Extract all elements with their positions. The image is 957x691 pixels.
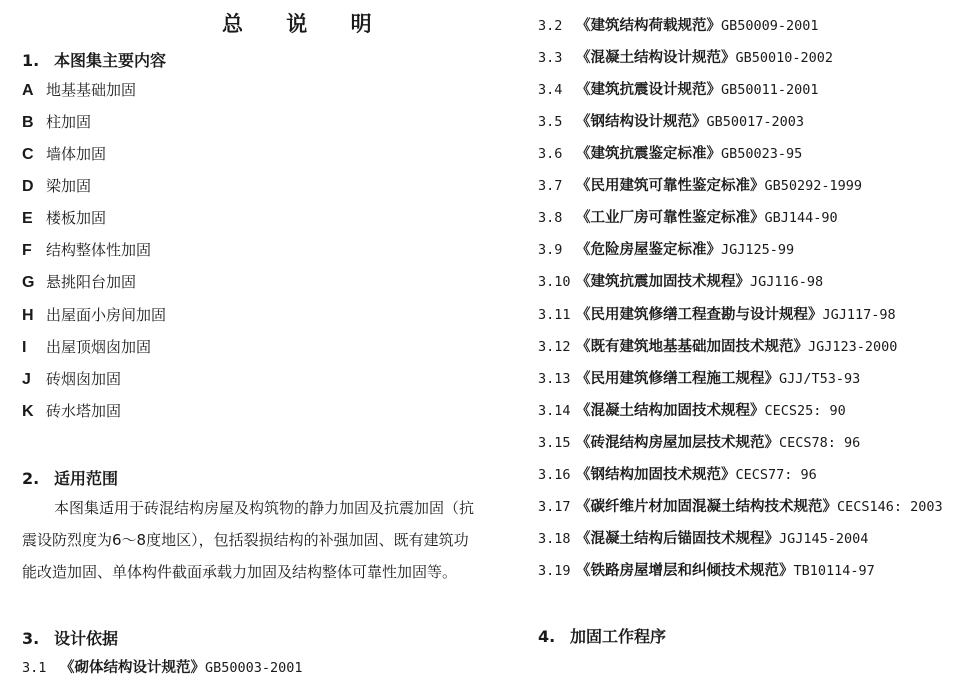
content-item: E 楼板加固	[22, 209, 107, 227]
section-number: 1.	[22, 51, 40, 70]
scope-paragraph	[22, 492, 482, 588]
section-3-heading	[22, 626, 118, 649]
section-2-heading	[22, 466, 118, 489]
standard-item: 3.9 《危险房屋鉴定标准》JGJ125-99	[538, 242, 795, 258]
content-item: H 出屋面小房间加固	[22, 306, 167, 324]
paragraph-line: 震设防烈度为6～8度地区），包括裂损结构的补强加固、既有建筑功	[22, 531, 469, 549]
section-title: 本图集主要内容	[54, 51, 167, 70]
content-item: J 砖烟囱加固	[22, 370, 122, 388]
standard-item: 3.1 《砌体结构设计规范》GB50003-2001	[22, 660, 303, 676]
content-item: B 柱加固	[22, 113, 92, 131]
standard-item: 3.4 《建筑抗震设计规范》GB50011-2001	[538, 82, 819, 98]
standard-item: 3.2 《建筑结构荷载规范》GB50009-2001	[538, 18, 819, 34]
standard-item: 3.14 《混凝土结构加固技术规程》CECS25: 90	[538, 403, 846, 419]
standard-item: 3.3 《混凝土结构设计规范》GB50010-2002	[538, 50, 834, 66]
standard-item: 3.13 《民用建筑修缮工程施工规程》GJJ/T53-93	[538, 371, 861, 387]
content-item: K 砖水塔加固	[22, 402, 122, 420]
page-title: 总 说 明	[222, 12, 390, 36]
standard-item: 3.12 《既有建筑地基基础加固技术规范》JGJ123-2000	[538, 339, 898, 355]
standard-item: 3.18 《混凝土结构后锚固技术规程》JGJ145-2004	[538, 531, 869, 547]
section-1-heading	[22, 48, 166, 71]
standard-item: 3.8 《工业厂房可靠性鉴定标准》GBJ144-90	[538, 210, 838, 226]
standard-item: 3.19 《铁路房屋增层和纠倾技术规范》TB10114-97	[538, 563, 875, 579]
standard-item: 3.5 《钢结构设计规范》GB50017-2003	[538, 114, 805, 130]
content-item: I 出屋顶烟囱加固	[22, 338, 152, 356]
paragraph-line: 能改造加固、单体构件截面承载力加固及结构整体可靠性加固等。	[22, 563, 458, 581]
content-item: C 墙体加固	[22, 145, 107, 163]
standard-item: 3.16 《钢结构加固技术规范》CECS77: 96	[538, 467, 817, 483]
content-item: F 结构整体性加固	[22, 241, 152, 259]
section-title: 加固工作程序	[570, 627, 667, 646]
section-title: 适用范围	[54, 469, 119, 488]
section-number: 4.	[538, 627, 556, 646]
standard-item: 3.17 《碳纤维片材加固混凝土结构技术规范》CECS146: 2003	[538, 499, 943, 515]
content-item: G 悬挑阳台加固	[22, 273, 137, 291]
standard-item: 3.6 《建筑抗震鉴定标准》GB50023-95	[538, 146, 803, 162]
content-item: A 地基基础加固	[22, 81, 137, 99]
standard-item: 3.7 《民用建筑可靠性鉴定标准》GB50292-1999	[538, 178, 863, 194]
standard-item: 3.15 《砖混结构房屋加层技术规范》CECS78: 96	[538, 435, 861, 451]
section-4-heading	[538, 624, 666, 647]
section-number: 3.	[22, 629, 40, 648]
section-title: 设计依据	[54, 629, 119, 648]
paragraph-line: 本图集适用于砖混结构房屋及构筑物的静力加固及抗震加固（抗	[54, 499, 475, 517]
section-number: 2.	[22, 469, 40, 488]
standard-item: 3.10 《建筑抗震加固技术规程》JGJ116-98	[538, 274, 824, 290]
standard-item: 3.11 《民用建筑修缮工程查勘与设计规程》JGJ117-98	[538, 307, 896, 323]
content-item: D 梁加固	[22, 177, 92, 195]
